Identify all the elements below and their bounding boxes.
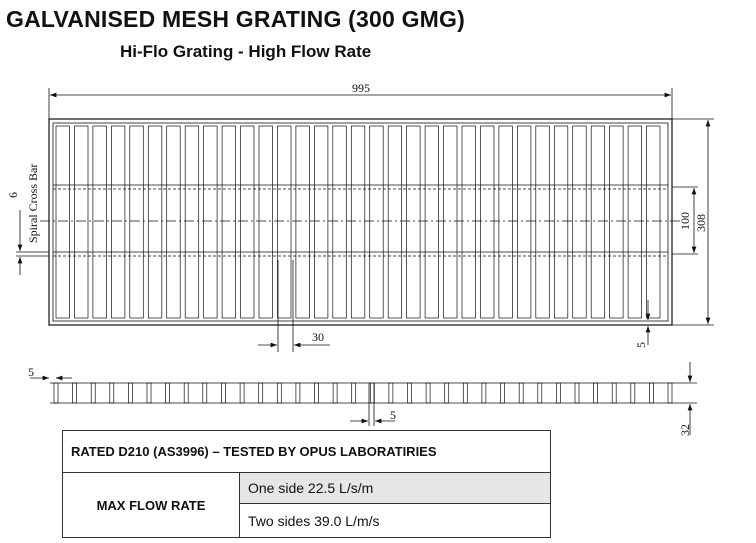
edge-dimension-label: 5 xyxy=(634,342,648,348)
bearing-bar xyxy=(278,126,292,318)
grating-inner-frame xyxy=(53,123,668,321)
section-bar xyxy=(389,383,393,403)
section-bar xyxy=(315,383,319,403)
max-flow-label: MAX FLOW RATE xyxy=(63,473,240,538)
section-bar xyxy=(538,383,542,403)
bearing-bar xyxy=(111,126,125,318)
bearing-bar xyxy=(647,126,661,318)
section-bar xyxy=(352,383,356,403)
cross-bars xyxy=(40,185,680,256)
section-bar xyxy=(333,383,337,403)
section-bar xyxy=(91,383,95,403)
bearing-bar xyxy=(204,126,218,318)
section-gap-dimension xyxy=(350,383,395,426)
section-bar xyxy=(408,383,412,403)
bearing-bar xyxy=(185,126,199,318)
section-bar xyxy=(240,383,244,403)
bearing-bar xyxy=(148,126,162,318)
bearing-bar xyxy=(462,126,476,318)
bearing-bar xyxy=(370,126,384,318)
bearing-bar xyxy=(222,126,236,318)
section-bar xyxy=(631,383,635,403)
overall-width-label: 308 xyxy=(694,214,708,232)
section-bar xyxy=(166,383,170,403)
bearing-bar xyxy=(388,126,402,318)
bearing-bar xyxy=(167,126,181,318)
section-bar xyxy=(649,383,653,403)
section-bar xyxy=(54,383,58,403)
section-gap-label: 5 xyxy=(390,408,396,422)
section-edge-label: 5 xyxy=(28,365,34,379)
section-bar xyxy=(575,383,579,403)
section-bar xyxy=(147,383,151,403)
section-bar xyxy=(110,383,114,403)
bearing-bars xyxy=(56,126,660,318)
section-bar xyxy=(296,383,300,403)
section-bar xyxy=(426,383,430,403)
section-bar xyxy=(612,383,616,403)
bearing-bar xyxy=(56,126,70,318)
section-bar xyxy=(445,383,449,403)
bar-spacing-label: 30 xyxy=(312,330,324,344)
section-bar xyxy=(668,383,672,403)
bearing-bar xyxy=(75,126,89,318)
flow-two-sides: Two sides 39.0 L/m/s xyxy=(240,504,551,538)
bearing-bar xyxy=(296,126,310,318)
plan-view xyxy=(40,119,680,325)
cross-bar-size-label: 6 xyxy=(6,192,20,198)
section-view xyxy=(50,383,672,403)
section-bar xyxy=(203,383,207,403)
grating-outline xyxy=(49,119,672,325)
section-bar xyxy=(259,383,263,403)
bearing-bar xyxy=(554,126,568,318)
bearing-bar xyxy=(333,126,347,318)
section-bar xyxy=(556,383,560,403)
section-bar xyxy=(519,383,523,403)
bearing-bar xyxy=(93,126,107,318)
bearing-bar xyxy=(499,126,513,318)
section-bar xyxy=(277,383,281,403)
section-bar xyxy=(222,383,226,403)
bearing-bar xyxy=(259,126,273,318)
bearing-bar xyxy=(591,126,605,318)
bearing-bar xyxy=(573,126,587,318)
section-bar xyxy=(463,383,467,403)
section-bar xyxy=(184,383,188,403)
section-height-label: 32 xyxy=(678,424,692,436)
cross-bar-label: Spiral Cross Bar xyxy=(26,163,40,243)
section-bar xyxy=(482,383,486,403)
bearing-bar xyxy=(517,126,531,318)
bearing-bar xyxy=(628,126,642,318)
section-bars xyxy=(54,383,672,403)
bearing-bar xyxy=(425,126,439,318)
section-bar xyxy=(73,383,77,403)
section-bar xyxy=(501,383,505,403)
spec-heading: RATED D210 (AS3996) – TESTED BY OPUS LABORATIRIES xyxy=(63,431,551,473)
bearing-bar xyxy=(314,126,328,318)
bearing-bar xyxy=(536,126,550,318)
bearing-bar xyxy=(610,126,624,318)
bearing-bar xyxy=(241,126,255,318)
overall-length-label: 995 xyxy=(352,81,370,95)
bearing-bar xyxy=(351,126,365,318)
page-title: GALVANISED MESH GRATING (300 GMG) xyxy=(6,6,465,32)
section-bar xyxy=(128,383,132,403)
page-subtitle: Hi-Flo Grating - High Flow Rate xyxy=(120,42,372,61)
section-bar xyxy=(594,383,598,403)
flow-one-side: One side 22.5 L/s/m xyxy=(240,473,551,504)
bearing-bar xyxy=(481,126,495,318)
pitch-spacing-label: 100 xyxy=(678,212,692,230)
bearing-bar xyxy=(444,126,458,318)
spec-table xyxy=(62,430,551,538)
bearing-bar xyxy=(407,126,421,318)
bearing-bar xyxy=(130,126,144,318)
